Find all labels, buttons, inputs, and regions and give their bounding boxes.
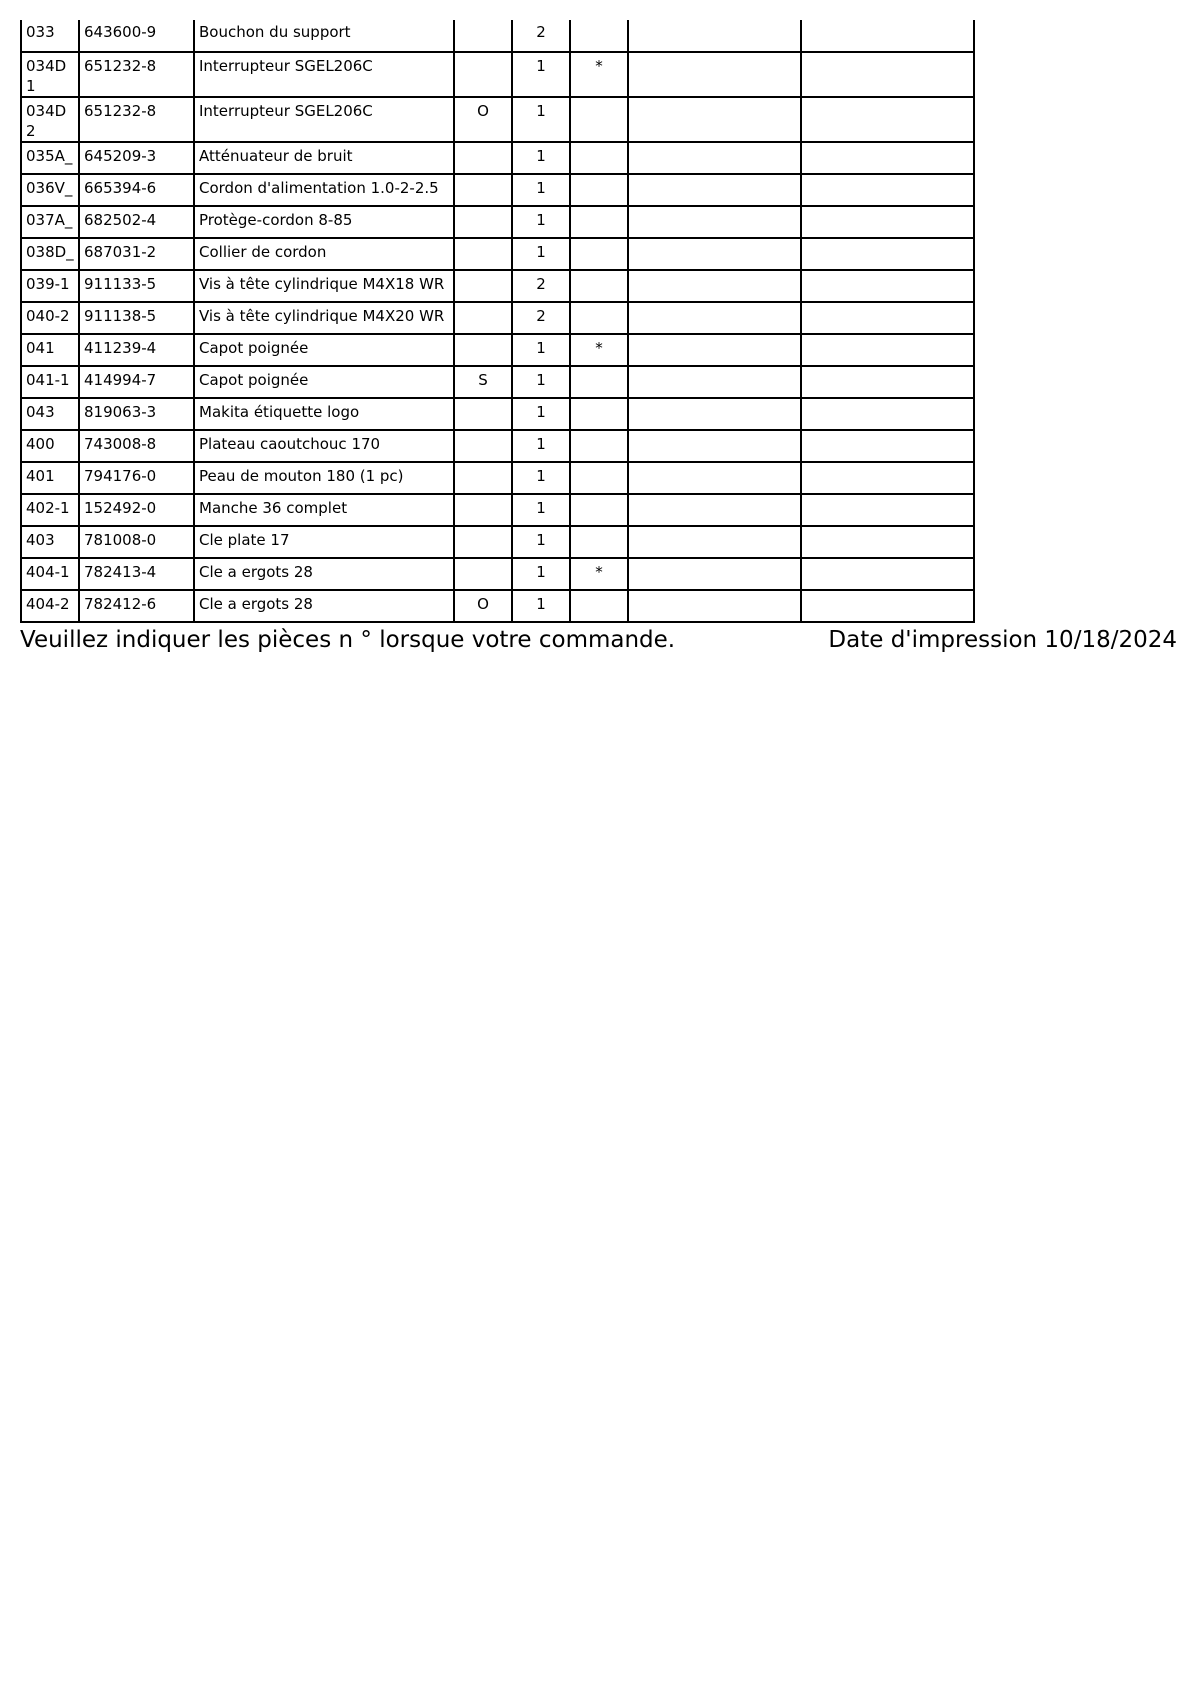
table-row: [21, 462, 974, 494]
empty-cell: [628, 142, 801, 174]
note-cell: O: [454, 590, 512, 622]
empty-cell: [801, 97, 974, 142]
table-row: [21, 430, 974, 462]
item-number-cell: 036V_: [21, 174, 79, 206]
empty-cell: [801, 366, 974, 398]
note-cell: O: [454, 97, 512, 142]
empty-cell: [801, 142, 974, 174]
item-number-cell: 035A_: [21, 142, 79, 174]
empty-cell: [801, 270, 974, 302]
empty-cell: [801, 398, 974, 430]
description-cell: Vis à tête cylindrique M4X18 WR: [194, 270, 454, 302]
mark-cell: [570, 142, 628, 174]
part-number-cell: 645209-3: [79, 142, 194, 174]
description-cell: Protège-cordon 8-85: [194, 206, 454, 238]
empty-cell: [628, 494, 801, 526]
parts-table-body: [21, 20, 974, 622]
mark-cell: [570, 590, 628, 622]
item-number-cell: 037A_: [21, 206, 79, 238]
quantity-cell: 1: [512, 142, 570, 174]
table-row: [21, 238, 974, 270]
description-cell: Cle a ergots 28: [194, 558, 454, 590]
mark-cell: [570, 526, 628, 558]
item-number-cell: 041-1: [21, 366, 79, 398]
mark-cell: *: [570, 334, 628, 366]
empty-cell: [801, 20, 974, 52]
item-number-cell: 404-1: [21, 558, 79, 590]
description-cell: Bouchon du support: [194, 20, 454, 52]
item-number-cell: 040-2: [21, 302, 79, 334]
table-row: [21, 142, 974, 174]
part-number-cell: 687031-2: [79, 238, 194, 270]
part-number-cell: 643600-9: [79, 20, 194, 52]
note-cell: [454, 174, 512, 206]
quantity-cell: 1: [512, 174, 570, 206]
quantity-cell: 1: [512, 238, 570, 270]
empty-cell: [801, 558, 974, 590]
item-number-cell: 400: [21, 430, 79, 462]
empty-cell: [801, 238, 974, 270]
item-number-cell: 041: [21, 334, 79, 366]
parts-table: [20, 20, 975, 623]
description-cell: Cordon d'alimentation 1.0-2-2.5: [194, 174, 454, 206]
table-row: [21, 494, 974, 526]
empty-cell: [801, 526, 974, 558]
quantity-cell: 1: [512, 462, 570, 494]
empty-cell: [628, 334, 801, 366]
quantity-cell: 1: [512, 590, 570, 622]
mark-cell: [570, 462, 628, 494]
mark-cell: [570, 97, 628, 142]
empty-cell: [628, 526, 801, 558]
empty-cell: [801, 590, 974, 622]
mark-cell: [570, 494, 628, 526]
note-cell: [454, 430, 512, 462]
empty-cell: [628, 174, 801, 206]
part-number-cell: 682502-4: [79, 206, 194, 238]
note-cell: [454, 398, 512, 430]
parts-list-page: [20, 0, 1180, 657]
note-cell: [454, 270, 512, 302]
mark-cell: *: [570, 52, 628, 97]
empty-cell: [801, 462, 974, 494]
empty-cell: [801, 334, 974, 366]
part-number-cell: 152492-0: [79, 494, 194, 526]
mark-cell: [570, 430, 628, 462]
mark-cell: [570, 206, 628, 238]
item-number-cell: 039-1: [21, 270, 79, 302]
item-number-cell: 403: [21, 526, 79, 558]
table-row: [21, 20, 974, 52]
part-number-cell: 781008-0: [79, 526, 194, 558]
table-row: [21, 97, 974, 142]
empty-cell: [628, 270, 801, 302]
table-row: [21, 590, 974, 622]
empty-cell: [628, 20, 801, 52]
description-cell: Capot poignée: [194, 366, 454, 398]
description-cell: Peau de mouton 180 (1 pc): [194, 462, 454, 494]
table-row: [21, 366, 974, 398]
quantity-cell: 1: [512, 494, 570, 526]
quantity-cell: 1: [512, 52, 570, 97]
description-cell: Interrupteur SGEL206C: [194, 52, 454, 97]
mark-cell: *: [570, 558, 628, 590]
empty-cell: [628, 430, 801, 462]
description-cell: Atténuateur de bruit: [194, 142, 454, 174]
note-cell: [454, 526, 512, 558]
item-number-cell: 034D2: [21, 97, 79, 142]
description-cell: Makita étiquette logo: [194, 398, 454, 430]
item-number-cell: 034D1: [21, 52, 79, 97]
empty-cell: [628, 366, 801, 398]
quantity-cell: 1: [512, 334, 570, 366]
part-number-cell: 794176-0: [79, 462, 194, 494]
part-number-cell: 743008-8: [79, 430, 194, 462]
quantity-cell: 1: [512, 526, 570, 558]
table-row: [21, 558, 974, 590]
quantity-cell: 1: [512, 206, 570, 238]
part-number-cell: 651232-8: [79, 52, 194, 97]
empty-cell: [628, 302, 801, 334]
mark-cell: [570, 398, 628, 430]
description-cell: Collier de cordon: [194, 238, 454, 270]
empty-cell: [801, 52, 974, 97]
note-cell: [454, 494, 512, 526]
empty-cell: [628, 590, 801, 622]
part-number-cell: 665394-6: [79, 174, 194, 206]
table-row: [21, 398, 974, 430]
note-cell: S: [454, 366, 512, 398]
table-row: [21, 270, 974, 302]
description-cell: Capot poignée: [194, 334, 454, 366]
mark-cell: [570, 20, 628, 52]
quantity-cell: 2: [512, 20, 570, 52]
empty-cell: [801, 206, 974, 238]
note-cell: [454, 302, 512, 334]
mark-cell: [570, 302, 628, 334]
item-number-cell: 033: [21, 20, 79, 52]
quantity-cell: 1: [512, 398, 570, 430]
part-number-cell: 782412-6: [79, 590, 194, 622]
note-cell: [454, 20, 512, 52]
quantity-cell: 2: [512, 302, 570, 334]
part-number-cell: 411239-4: [79, 334, 194, 366]
part-number-cell: 911133-5: [79, 270, 194, 302]
part-number-cell: 782413-4: [79, 558, 194, 590]
empty-cell: [801, 174, 974, 206]
empty-cell: [628, 462, 801, 494]
quantity-cell: 2: [512, 270, 570, 302]
part-number-cell: 414994-7: [79, 366, 194, 398]
empty-cell: [628, 97, 801, 142]
description-cell: Cle a ergots 28: [194, 590, 454, 622]
description-cell: Plateau caoutchouc 170: [194, 430, 454, 462]
print-date: Date d'impression 10/18/2024: [828, 627, 1177, 653]
note-cell: [454, 142, 512, 174]
table-row: [21, 334, 974, 366]
table-row: [21, 206, 974, 238]
item-number-cell: 038D_: [21, 238, 79, 270]
note-cell: [454, 52, 512, 97]
item-number-cell: 404-2: [21, 590, 79, 622]
table-row: [21, 52, 974, 97]
table-row: [21, 174, 974, 206]
description-cell: Interrupteur SGEL206C: [194, 97, 454, 142]
item-number-cell: 401: [21, 462, 79, 494]
description-cell: Manche 36 complet: [194, 494, 454, 526]
part-number-cell: 911138-5: [79, 302, 194, 334]
empty-cell: [801, 430, 974, 462]
mark-cell: [570, 174, 628, 206]
mark-cell: [570, 270, 628, 302]
empty-cell: [628, 206, 801, 238]
item-number-cell: 043: [21, 398, 79, 430]
quantity-cell: 1: [512, 366, 570, 398]
quantity-cell: 1: [512, 97, 570, 142]
table-row: [21, 526, 974, 558]
empty-cell: [628, 398, 801, 430]
quantity-cell: 1: [512, 558, 570, 590]
empty-cell: [628, 238, 801, 270]
page-footer: [20, 623, 1180, 657]
description-cell: Vis à tête cylindrique M4X20 WR: [194, 302, 454, 334]
description-cell: Cle plate 17: [194, 526, 454, 558]
item-number-cell: 402-1: [21, 494, 79, 526]
mark-cell: [570, 238, 628, 270]
order-instruction: Veuillez indiquer les pièces n ° lorsque votre commande.: [20, 627, 676, 653]
empty-cell: [628, 558, 801, 590]
empty-cell: [801, 302, 974, 334]
note-cell: [454, 206, 512, 238]
empty-cell: [628, 52, 801, 97]
note-cell: [454, 462, 512, 494]
part-number-cell: 819063-3: [79, 398, 194, 430]
part-number-cell: 651232-8: [79, 97, 194, 142]
table-row: [21, 302, 974, 334]
note-cell: [454, 238, 512, 270]
quantity-cell: 1: [512, 430, 570, 462]
empty-cell: [801, 494, 974, 526]
mark-cell: [570, 366, 628, 398]
note-cell: [454, 334, 512, 366]
note-cell: [454, 558, 512, 590]
